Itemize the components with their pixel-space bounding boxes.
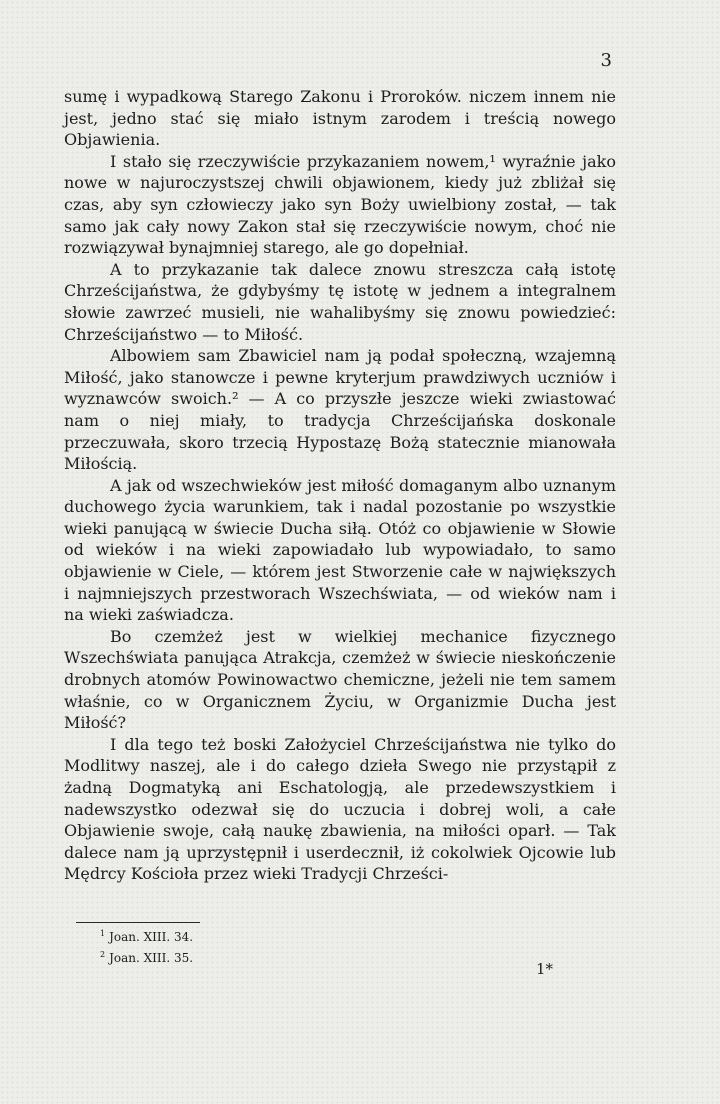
page-number: 3: [600, 50, 612, 71]
footnote-1-text: Joan. XIII. 34.: [109, 930, 194, 944]
paragraph-3: A to przykazanie tak dalece znowu streszcza całą istotę Chrześcijaństwa, że gdybyśmy tę istotę w jednem a integralnem słowie zawrzeć musieli, nie wahalibyśmy się znowu powiedzieć: Chrześcijaństwo — to Miłość.: [64, 259, 616, 344]
footnote-2-mark: 2: [100, 950, 106, 959]
paragraph-2: I stało się rzeczywiście przykazaniem nowem,¹ wyraźnie jako nowe w najuroczystszej chwili objawionem, kiedy już zbliżał się czas, aby syn człowieczy jako syn Boży uwielbiony został, — tak samo jak cały nowy Zakon stał się rzeczywiście nowym, choć nie rozwiązywał bynajmniej starego, ale go dopełniał.: [64, 151, 616, 258]
footnotes: [100, 925, 193, 967]
paragraph-1: sumę i wypadkową Starego Zakonu i Proroków. niczem innem nie jest, jedno stać się miało istnym zarodem i treścią nowego Objawienia.: [64, 87, 616, 150]
paragraph-5: A jak od wszechwieków jest miłość domaganym albo uznanym duchowego życia warunkiem, tak i nadal pozostanie po wszystkie wieki panującą w świecie Ducha siłą. Otóż co objawienie w Słowie od wieków i na wieki zapowiadało lub wypowiadało, to samo objawienie w Ciele, — którem jest Stworzenie całe w największych i najmniejszych przestworach Wszechświata, — od wieków nam i na wieki zaświadcza.: [64, 475, 616, 625]
body-text: [64, 86, 616, 885]
paragraph-7: I dla tego też boski Założyciel Chrześcijaństwa nie tylko do Modlitwy naszej, ale i do całego dzieła Swego nie przystąpił z żadną Dogmatyką ani Eschatologją, ale przedewszystkiem i nadewszystko odezwał się do uczucia i dobrej woli, a całe Objawienie swoje, całą naukę zbawienia, na miłości oparł. — Tak dalece nam ją uprzystępnił i userdecznił, iż cokolwiek Ojcowie lub Mędrcy Kościoła przez wieki Tradycji Chrześci-: [64, 734, 616, 884]
footnote-2-text: Joan. XIII. 35.: [109, 951, 194, 965]
signature-mark: 1*: [536, 960, 554, 978]
footnote-1: [100, 925, 193, 946]
footnote-2: [100, 946, 193, 967]
paragraph-4: Albowiem sam Zbawiciel nam ją podał społeczną, wzajemną Miłość, jako stanowcze i pewne kryterjum prawdziwych uczniów i wyznawców swoich.² — A co przyszłe jeszcze wieki zwiastować nam o niej miały, to tradycja Chrześcijańska doskonale przeczuwała, skoro trzecią Hypostazę Bożą statecznie mianowała Miłością.: [64, 346, 616, 474]
paragraph-6: Bo czemżeż jest w wielkiej mechanice fizycznego Wszechświata panująca Atrakcja, czemżeż w świecie nieskończenie drobnych atomów Powinowactwo chemiczne, jeżeli nie tem samem właśnie, co w Organicznem Życiu, w Organizmie Ducha jest Miłość?: [64, 626, 616, 733]
footnote-separator: [76, 922, 200, 923]
footnote-1-mark: 1: [100, 929, 106, 938]
